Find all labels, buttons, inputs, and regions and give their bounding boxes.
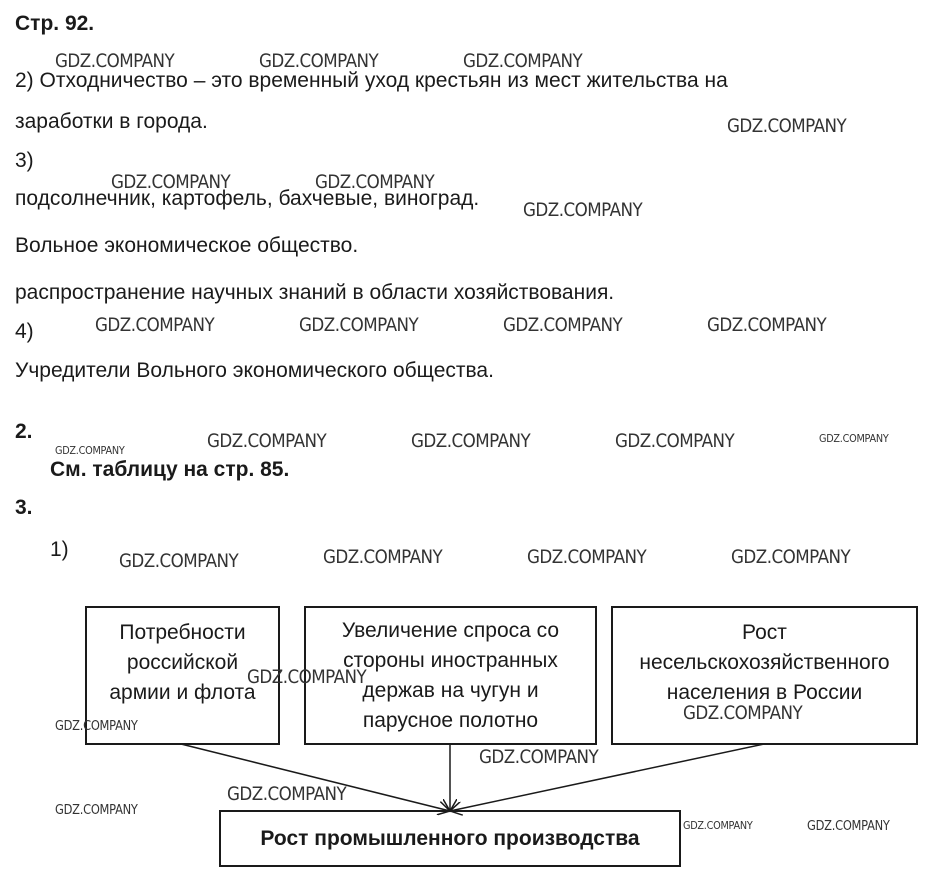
cause2-line: парусное полотно [362,709,539,732]
page-heading: Стр. 92. [15,12,95,35]
watermark: GDZ.COMPANY [527,546,647,568]
cause-box-population-growth [611,606,918,745]
cause2-line: держав на чугун и [362,679,539,702]
section2-text: См. таблицу на стр. 85. [50,458,290,481]
item2-line1: 2) Отходничество – это временный уход крестьян из мест жительства на [15,69,728,92]
watermark: GDZ.COMPANY [207,430,327,452]
cause1-line: армии и флота [109,681,256,704]
watermark: GDZ.COMPANY [707,314,827,336]
item3-line1: подсолнечник, картофель, бахчевые, виноград. [15,187,480,210]
watermark: GDZ.COMPANY [731,546,851,568]
watermark: GDZ.COMPANY [55,50,175,72]
watermark: GDZ.COMPANY [323,546,443,568]
section2-label: 2. [15,420,33,443]
section3-label: 3. [15,496,33,519]
item3-line3: распространение научных знаний в области хозяйствования. [15,281,615,304]
watermark: GDZ.COMPANY [807,819,890,834]
item3-line2: Вольное экономическое общество. [15,234,359,257]
watermark: GDZ.COMPANY [411,430,531,452]
cause1-line: Потребности [119,621,246,644]
watermark: GDZ.COMPANY [819,432,889,445]
watermark: GDZ.COMPANY [683,819,753,832]
item3-label: 3) [15,149,34,172]
watermark: GDZ.COMPANY [119,550,239,572]
cause3-line: несельскохозяйственного [639,651,890,674]
item4-line1: Учредители Вольного экономического общества. [15,359,494,382]
cause2-line: Увеличение спроса со [341,619,560,642]
watermark: GDZ.COMPANY [95,314,215,336]
watermark: GDZ.COMPANY [727,115,847,137]
watermark: GDZ.COMPANY [227,783,347,805]
watermark: GDZ.COMPANY [259,50,379,72]
watermark: GDZ.COMPANY [55,803,138,818]
section3-item1-label: 1) [50,538,69,561]
cause1-line: российской [126,651,239,674]
item2-line2: заработки в города. [15,110,208,133]
watermark: GDZ.COMPANY [523,199,643,221]
watermark: GDZ.COMPANY [299,314,419,336]
cause2-line: стороны иностранных [343,649,558,672]
watermark: GDZ.COMPANY [315,171,435,193]
watermark: GDZ.COMPANY [55,444,125,457]
item4-label: 4) [15,320,34,343]
watermark: GDZ.COMPANY [615,430,735,452]
cause3-line: Рост [742,621,787,644]
result-box-industrial-growth: Рост промышленного производства [219,810,681,867]
watermark: GDZ.COMPANY [463,50,583,72]
watermark: GDZ.COMPANY [503,314,623,336]
watermark: GDZ.COMPANY [111,171,231,193]
watermark: GDZ.COMPANY [683,702,803,724]
watermark: GDZ.COMPANY [55,719,138,734]
watermark: GDZ.COMPANY [479,746,599,768]
watermark: GDZ.COMPANY [247,666,367,688]
cause3-line: населения в России [666,681,863,704]
